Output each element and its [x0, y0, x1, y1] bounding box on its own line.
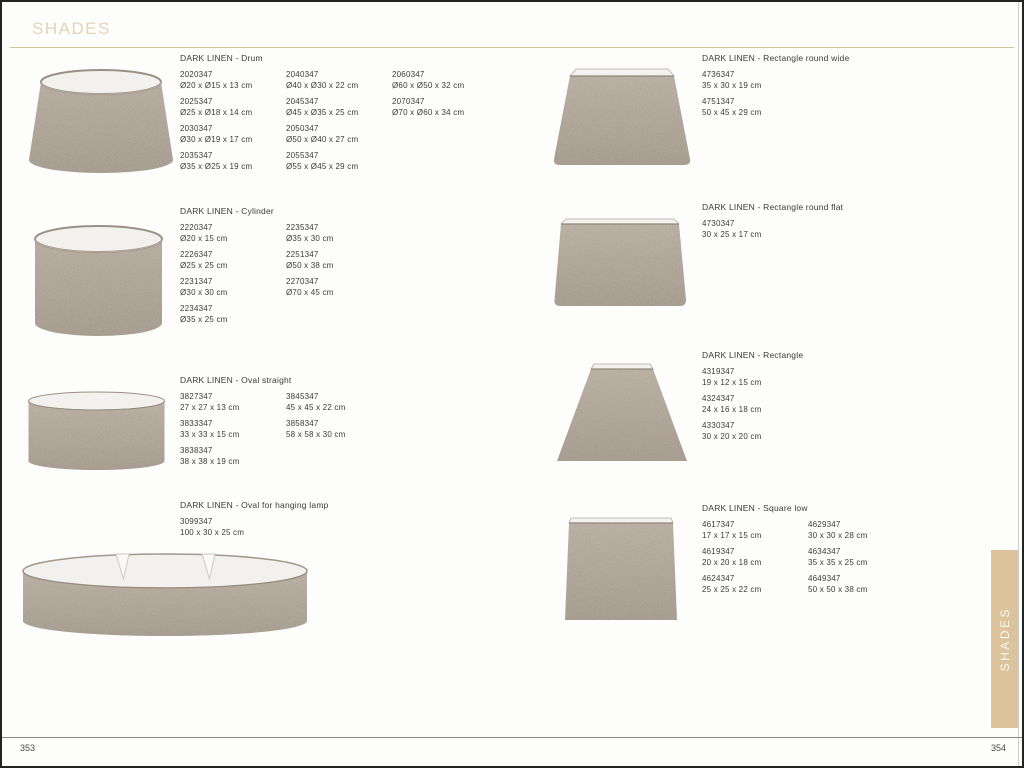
product-size: 19 x 12 x 15 cm: [702, 377, 762, 387]
product-code: 4617347: [702, 520, 735, 529]
cylinder-shade-image: [30, 220, 167, 340]
product-item: [180, 277, 286, 298]
product-item: [392, 97, 498, 118]
section-title: DARK LINEN - Cylinder: [180, 206, 274, 216]
section-columns: [180, 517, 329, 544]
product-size: 30 x 25 x 17 cm: [702, 229, 762, 239]
product-size: 25 x 25 x 22 cm: [702, 584, 762, 594]
product-code: 4324347: [702, 394, 735, 403]
product-code: 4634347: [808, 547, 841, 556]
section-title: DARK LINEN - Rectangle: [702, 350, 804, 360]
product-code: 2060347: [392, 70, 425, 79]
product-size: Ø50 x 38 cm: [286, 260, 334, 270]
product-item: [180, 304, 286, 325]
product-item: [180, 97, 286, 118]
product-item: [180, 70, 286, 91]
oval-hanging-shade-image: [16, 548, 314, 642]
section-title: DARK LINEN - Drum: [180, 53, 263, 63]
section-title: DARK LINEN - Square low: [702, 503, 808, 513]
product-code: 4319347: [702, 367, 735, 376]
product-code: 4736347: [702, 70, 735, 79]
product-column: [286, 223, 392, 331]
section-title: DARK LINEN - Rectangle round wide: [702, 53, 850, 63]
product-item: [702, 421, 808, 442]
product-item: [286, 97, 392, 118]
product-code: 2050347: [286, 124, 319, 133]
product-column: [180, 392, 286, 473]
product-code: 2055347: [286, 151, 319, 160]
product-item: [180, 124, 286, 145]
oval-straight-shade-image: [24, 390, 169, 474]
product-size: Ø45 x Ø35 x 25 cm: [286, 107, 359, 117]
product-code: 4730347: [702, 219, 735, 228]
product-item: [180, 223, 286, 244]
product-size: Ø30 x Ø19 x 17 cm: [180, 134, 253, 144]
product-item: [392, 70, 498, 91]
product-column: [702, 367, 808, 448]
product-size: 24 x 16 x 18 cm: [702, 404, 762, 414]
section-columns: [702, 219, 843, 246]
product-item: [702, 574, 808, 595]
product-column: [808, 520, 914, 601]
section-title: DARK LINEN - Oval straight: [180, 375, 292, 385]
product-item: [286, 419, 392, 440]
product-size: 58 x 58 x 30 cm: [286, 429, 346, 439]
product-size: Ø70 x Ø60 x 34 cm: [392, 107, 465, 117]
product-column: [180, 517, 286, 544]
product-item: [702, 547, 808, 568]
product-item: [702, 219, 808, 240]
section-title: DARK LINEN - Rectangle round flat: [702, 202, 844, 212]
product-item: [286, 392, 392, 413]
product-size: 17 x 17 x 15 cm: [702, 530, 762, 540]
product-size: Ø25 x 25 cm: [180, 260, 228, 270]
section-columns: [702, 70, 849, 124]
page-title: SHADES: [32, 19, 111, 38]
product-item: [702, 367, 808, 388]
product-item: [702, 394, 808, 415]
product-code: 2231347: [180, 277, 213, 286]
product-size: 35 x 35 x 25 cm: [808, 557, 868, 567]
product-size: Ø50 x Ø40 x 27 cm: [286, 134, 359, 144]
product-size: Ø25 x Ø18 x 14 cm: [180, 107, 253, 117]
product-code: 3858347: [286, 419, 319, 428]
rectangle-round-wide-shade-image: [551, 64, 693, 172]
product-code: 4629347: [808, 520, 841, 529]
product-code: 2025347: [180, 97, 213, 106]
product-code: 3833347: [180, 419, 213, 428]
section-cylinder: [180, 206, 392, 331]
footer-divider: [2, 737, 1024, 738]
product-column: [702, 70, 808, 124]
product-size: Ø35 x Ø25 x 19 cm: [180, 161, 253, 171]
product-size: 30 x 30 x 28 cm: [808, 530, 868, 540]
product-column: [286, 70, 392, 178]
rectangle-shade-image: [553, 359, 692, 469]
section-rectangle-round-flat: [702, 202, 843, 246]
product-size: 45 x 45 x 22 cm: [286, 402, 346, 412]
product-item: [180, 419, 286, 440]
product-size: 38 x 38 x 19 cm: [180, 456, 240, 466]
product-code: 3827347: [180, 392, 213, 401]
product-size: 100 x 30 x 25 cm: [180, 527, 245, 537]
header-divider: [10, 47, 1014, 48]
product-column: [180, 70, 286, 178]
section-columns: [702, 367, 808, 448]
section-oval-hanging: [180, 500, 329, 544]
product-column: [702, 520, 808, 601]
product-size: Ø40 x Ø30 x 22 cm: [286, 80, 359, 90]
product-code: 3099347: [180, 517, 213, 526]
product-code: 2045347: [286, 97, 319, 106]
product-item: [286, 151, 392, 172]
drum-shade-image: [26, 64, 176, 176]
product-size: Ø20 x 15 cm: [180, 233, 228, 243]
product-code: 2270347: [286, 277, 319, 286]
section-columns: [180, 70, 498, 178]
product-item: [180, 250, 286, 271]
product-size: 50 x 45 x 29 cm: [702, 107, 762, 117]
product-item: [702, 70, 808, 91]
product-code: 2070347: [392, 97, 425, 106]
rectangle-round-flat-shade-image: [553, 213, 688, 315]
product-size: 27 x 27 x 13 cm: [180, 402, 240, 412]
product-size: Ø55 x Ø45 x 29 cm: [286, 161, 359, 171]
product-column: [702, 219, 808, 246]
left-page-number: 353: [20, 743, 36, 753]
section-oval-straight: [180, 375, 392, 473]
product-size: 20 x 20 x 18 cm: [702, 557, 762, 567]
product-code: 2035347: [180, 151, 213, 160]
product-code: 3838347: [180, 446, 213, 455]
product-code: 4619347: [702, 547, 735, 556]
product-code: 2226347: [180, 250, 213, 259]
product-size: Ø60 x Ø50 x 32 cm: [392, 80, 465, 90]
product-size: Ø20 x Ø15 x 13 cm: [180, 80, 253, 90]
square-low-shade-image: [559, 514, 683, 628]
product-size: Ø70 x 45 cm: [286, 287, 334, 297]
product-code: 2234347: [180, 304, 213, 313]
section-rectangle-round-wide: [702, 53, 849, 124]
product-size: Ø35 x 30 cm: [286, 233, 334, 243]
product-item: [180, 392, 286, 413]
product-item: [286, 124, 392, 145]
product-column: [392, 70, 498, 178]
product-code: 2251347: [286, 250, 319, 259]
shades-chapter-tab-label: SHADES: [997, 606, 1012, 672]
product-item: [286, 70, 392, 91]
product-item: [808, 547, 914, 568]
product-code: 2220347: [180, 223, 213, 232]
product-size: Ø30 x 30 cm: [180, 287, 228, 297]
right-page-number: 354: [990, 743, 1006, 753]
product-item: [808, 574, 914, 595]
product-item: [180, 446, 286, 467]
product-size: 33 x 33 x 15 cm: [180, 429, 240, 439]
product-item: [286, 250, 392, 271]
section-columns: [180, 223, 392, 331]
page-edge-line: [1018, 2, 1019, 768]
product-item: [286, 223, 392, 244]
product-size: Ø35 x 25 cm: [180, 314, 228, 324]
product-column: [286, 392, 392, 473]
section-columns: [702, 520, 914, 601]
section-columns: [180, 392, 392, 473]
product-item: [180, 151, 286, 172]
product-code: 4751347: [702, 97, 735, 106]
product-code: 2020347: [180, 70, 213, 79]
product-item: [702, 97, 808, 118]
product-item: [808, 520, 914, 541]
section-drum: [180, 53, 498, 178]
shades-chapter-tab: [991, 550, 1018, 728]
product-code: 2235347: [286, 223, 319, 232]
product-size: 30 x 20 x 20 cm: [702, 431, 762, 441]
product-item: [286, 277, 392, 298]
product-code: 2040347: [286, 70, 319, 79]
product-code: 4330347: [702, 421, 735, 430]
product-code: 2030347: [180, 124, 213, 133]
section-rectangle: [702, 350, 808, 448]
product-code: 4649347: [808, 574, 841, 583]
section-title: DARK LINEN - Oval for hanging lamp: [180, 500, 329, 510]
section-square-low: [702, 503, 914, 601]
product-item: [702, 520, 808, 541]
product-item: [180, 517, 286, 538]
product-column: [180, 223, 286, 331]
product-code: 4624347: [702, 574, 735, 583]
product-size: 35 x 30 x 19 cm: [702, 80, 762, 90]
product-size: 50 x 50 x 38 cm: [808, 584, 868, 594]
product-code: 3845347: [286, 392, 319, 401]
